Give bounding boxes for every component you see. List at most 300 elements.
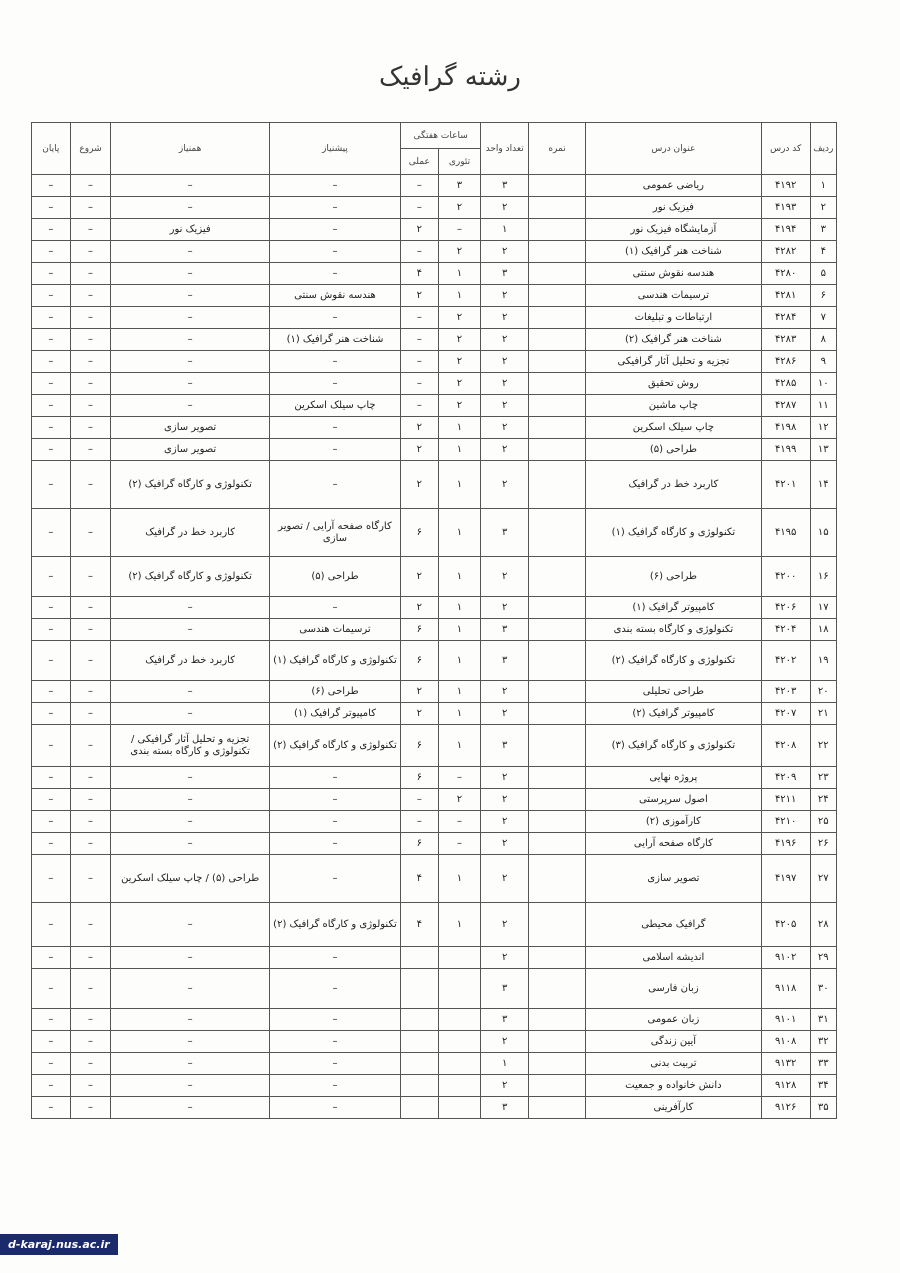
theory-hours-cell: ۱	[438, 703, 481, 725]
start-cell: –	[70, 681, 111, 703]
start-cell: –	[70, 263, 111, 285]
course-title-cell: روش تحقیق	[585, 373, 761, 395]
table-row	[32, 439, 837, 461]
corequisite-cell: –	[111, 175, 270, 197]
corequisite-cell: –	[111, 833, 270, 855]
row-number-cell: ۳۱	[810, 1009, 836, 1031]
practical-hours-cell	[401, 947, 439, 969]
course-title-cell: ارتباطات و تبلیغات	[585, 307, 761, 329]
row-number-cell: ۷	[810, 307, 836, 329]
course-title-cell: هندسه نقوش سنتی	[585, 263, 761, 285]
units-cell: ۲	[481, 241, 529, 263]
theory-hours-cell: ۲	[438, 351, 481, 373]
units-cell: ۲	[481, 811, 529, 833]
course-table	[31, 122, 837, 1119]
corequisite-cell: تکنولوژی و کارگاه گرافیک (۲)	[111, 557, 270, 597]
corequisite-cell: تصویر سازی	[111, 439, 270, 461]
prerequisite-cell: ترسیمات هندسی	[269, 619, 400, 641]
end-cell: –	[32, 285, 71, 307]
grade-cell	[529, 241, 586, 263]
course-title-cell: تصویر سازی	[585, 855, 761, 903]
prerequisite-cell: –	[269, 947, 400, 969]
course-code-cell: ۴۲۰۰	[761, 557, 810, 597]
table-row	[32, 767, 837, 789]
table-row	[32, 351, 837, 373]
theory-hours-cell: –	[438, 767, 481, 789]
course-title-cell: تکنولوژی و کارگاه گرافیک (۲)	[585, 641, 761, 681]
course-title-cell: شناخت هنر گرافیک (۲)	[585, 329, 761, 351]
start-cell: –	[70, 329, 111, 351]
row-number-cell: ۳۵	[810, 1097, 836, 1119]
units-cell: ۲	[481, 307, 529, 329]
row-number-cell: ۶	[810, 285, 836, 307]
end-cell: –	[32, 197, 71, 219]
start-cell: –	[70, 1009, 111, 1031]
corequisite-cell: –	[111, 373, 270, 395]
table-row	[32, 725, 837, 767]
start-cell: –	[70, 241, 111, 263]
header-end: پایان	[32, 123, 71, 175]
course-code-cell: ۴۲۸۱	[761, 285, 810, 307]
grade-cell	[529, 417, 586, 439]
row-number-cell: ۹	[810, 351, 836, 373]
theory-hours-cell: ۲	[438, 307, 481, 329]
end-cell: –	[32, 395, 71, 417]
theory-hours-cell: ۱	[438, 461, 481, 509]
practical-hours-cell: ۲	[401, 597, 439, 619]
row-number-cell: ۱۵	[810, 509, 836, 557]
course-code-cell: ۴۱۹۹	[761, 439, 810, 461]
corequisite-cell: طراحی (۵) / چاپ سیلک اسکرین	[111, 855, 270, 903]
table-row	[32, 219, 837, 241]
table-row	[32, 1097, 837, 1119]
corequisite-cell: تکنولوژی و کارگاه گرافیک (۲)	[111, 461, 270, 509]
units-cell: ۲	[481, 557, 529, 597]
row-number-cell: ۳	[810, 219, 836, 241]
prerequisite-cell: کامپیوتر گرافیک (۱)	[269, 703, 400, 725]
row-number-cell: ۸	[810, 329, 836, 351]
course-code-cell: ۴۱۹۸	[761, 417, 810, 439]
practical-hours-cell: ۴	[401, 855, 439, 903]
theory-hours-cell: ۱	[438, 855, 481, 903]
table-row	[32, 855, 837, 903]
theory-hours-cell: ۲	[438, 789, 481, 811]
course-title-cell: چاپ سیلک اسکرین	[585, 417, 761, 439]
table-row	[32, 1053, 837, 1075]
course-title-cell: کارآموزی (۲)	[585, 811, 761, 833]
grade-cell	[529, 703, 586, 725]
practical-hours-cell: –	[401, 197, 439, 219]
end-cell: –	[32, 681, 71, 703]
practical-hours-cell: –	[401, 175, 439, 197]
course-code-cell: ۴۲۸۳	[761, 329, 810, 351]
theory-hours-cell: –	[438, 833, 481, 855]
end-cell: –	[32, 855, 71, 903]
table-row	[32, 263, 837, 285]
corequisite-cell: –	[111, 1053, 270, 1075]
course-code-cell: ۹۱۳۲	[761, 1053, 810, 1075]
course-code-cell: ۴۲۸۷	[761, 395, 810, 417]
corequisite-cell: –	[111, 619, 270, 641]
prerequisite-cell: –	[269, 373, 400, 395]
end-cell: –	[32, 947, 71, 969]
table-row	[32, 811, 837, 833]
practical-hours-cell	[401, 1075, 439, 1097]
prerequisite-cell: –	[269, 1031, 400, 1053]
row-number-cell: ۲۰	[810, 681, 836, 703]
course-title-cell: تجزیه و تحلیل آثار گرافیکی	[585, 351, 761, 373]
units-cell: ۲	[481, 439, 529, 461]
table-row	[32, 557, 837, 597]
table-row	[32, 789, 837, 811]
course-code-cell: ۴۱۹۳	[761, 197, 810, 219]
course-title-cell: طراحی (۶)	[585, 557, 761, 597]
practical-hours-cell: ۲	[401, 439, 439, 461]
end-cell: –	[32, 1075, 71, 1097]
practical-hours-cell: –	[401, 307, 439, 329]
table-row	[32, 1075, 837, 1097]
end-cell: –	[32, 1031, 71, 1053]
start-cell: –	[70, 597, 111, 619]
practical-hours-cell: –	[401, 395, 439, 417]
table-row	[32, 597, 837, 619]
table-row	[32, 641, 837, 681]
prerequisite-cell: –	[269, 197, 400, 219]
theory-hours-cell: ۱	[438, 285, 481, 307]
table-row	[32, 373, 837, 395]
course-code-cell: ۹۱۲۸	[761, 1075, 810, 1097]
prerequisite-cell: –	[269, 461, 400, 509]
row-number-cell: ۲۹	[810, 947, 836, 969]
row-number-cell: ۵	[810, 263, 836, 285]
table-row	[32, 285, 837, 307]
start-cell: –	[70, 175, 111, 197]
start-cell: –	[70, 1097, 111, 1119]
course-code-cell: ۴۲۰۷	[761, 703, 810, 725]
grade-cell	[529, 969, 586, 1009]
corequisite-cell: –	[111, 703, 270, 725]
practical-hours-cell: ۲	[401, 703, 439, 725]
end-cell: –	[32, 351, 71, 373]
end-cell: –	[32, 557, 71, 597]
start-cell: –	[70, 725, 111, 767]
course-code-cell: ۴۲۸۰	[761, 263, 810, 285]
header-course-title: عنوان درس	[585, 123, 761, 175]
course-code-cell: ۴۲۸۵	[761, 373, 810, 395]
header-units: تعداد واحد	[481, 123, 529, 175]
units-cell: ۳	[481, 619, 529, 641]
grade-cell	[529, 509, 586, 557]
table-row	[32, 241, 837, 263]
course-code-cell: ۴۲۱۱	[761, 789, 810, 811]
prerequisite-cell: –	[269, 241, 400, 263]
corequisite-cell: کاربرد خط در گرافیک	[111, 509, 270, 557]
prerequisite-cell: –	[269, 811, 400, 833]
course-code-cell: ۹۱۱۸	[761, 969, 810, 1009]
corequisite-cell: –	[111, 969, 270, 1009]
grade-cell	[529, 1097, 586, 1119]
theory-hours-cell	[438, 1053, 481, 1075]
theory-hours-cell: ۱	[438, 725, 481, 767]
corequisite-cell: –	[111, 351, 270, 373]
end-cell: –	[32, 619, 71, 641]
practical-hours-cell	[401, 1009, 439, 1031]
start-cell: –	[70, 197, 111, 219]
corequisite-cell: –	[111, 597, 270, 619]
start-cell: –	[70, 219, 111, 241]
theory-hours-cell: ۳	[438, 175, 481, 197]
practical-hours-cell	[401, 1031, 439, 1053]
corequisite-cell: –	[111, 197, 270, 219]
units-cell: ۲	[481, 197, 529, 219]
end-cell: –	[32, 767, 71, 789]
units-cell: ۳	[481, 175, 529, 197]
start-cell: –	[70, 703, 111, 725]
prerequisite-cell: طراحی (۶)	[269, 681, 400, 703]
units-cell: ۲	[481, 285, 529, 307]
grade-cell	[529, 811, 586, 833]
corequisite-cell: –	[111, 811, 270, 833]
course-code-cell: ۴۲۸۲	[761, 241, 810, 263]
course-code-cell: ۴۱۹۶	[761, 833, 810, 855]
start-cell: –	[70, 641, 111, 681]
row-number-cell: ۱۳	[810, 439, 836, 461]
prerequisite-cell: –	[269, 351, 400, 373]
units-cell: ۳	[481, 969, 529, 1009]
practical-hours-cell: ۶	[401, 833, 439, 855]
grade-cell	[529, 947, 586, 969]
course-title-cell: زبان فارسی	[585, 969, 761, 1009]
course-title-cell: تکنولوژی و کارگاه بسته بندی	[585, 619, 761, 641]
theory-hours-cell: –	[438, 811, 481, 833]
grade-cell	[529, 461, 586, 509]
table-row	[32, 461, 837, 509]
course-title-cell: پروژه نهایی	[585, 767, 761, 789]
prerequisite-cell: –	[269, 175, 400, 197]
prerequisite-cell: –	[269, 439, 400, 461]
start-cell: –	[70, 1031, 111, 1053]
grade-cell	[529, 597, 586, 619]
prerequisite-cell: –	[269, 1009, 400, 1031]
corequisite-cell: –	[111, 947, 270, 969]
start-cell: –	[70, 395, 111, 417]
practical-hours-cell	[401, 1053, 439, 1075]
practical-hours-cell: ۲	[401, 557, 439, 597]
corequisite-cell: –	[111, 395, 270, 417]
course-title-cell: ترسیمات هندسی	[585, 285, 761, 307]
theory-hours-cell: ۲	[438, 373, 481, 395]
corequisite-cell: –	[111, 241, 270, 263]
row-number-cell: ۲۲	[810, 725, 836, 767]
units-cell: ۲	[481, 855, 529, 903]
course-title-cell: تکنولوژی و کارگاه گرافیک (۳)	[585, 725, 761, 767]
end-cell: –	[32, 969, 71, 1009]
start-cell: –	[70, 351, 111, 373]
prerequisite-cell: –	[269, 1097, 400, 1119]
end-cell: –	[32, 263, 71, 285]
corequisite-cell: –	[111, 681, 270, 703]
end-cell: –	[32, 241, 71, 263]
table-row	[32, 395, 837, 417]
practical-hours-cell: –	[401, 241, 439, 263]
practical-hours-cell: –	[401, 789, 439, 811]
end-cell: –	[32, 1009, 71, 1031]
theory-hours-cell: ۱	[438, 597, 481, 619]
grade-cell	[529, 681, 586, 703]
course-code-cell: ۴۲۰۴	[761, 619, 810, 641]
end-cell: –	[32, 725, 71, 767]
theory-hours-cell: ۲	[438, 197, 481, 219]
header-corequisite: همنیاز	[111, 123, 270, 175]
corequisite-cell: –	[111, 1075, 270, 1097]
corequisite-cell: –	[111, 767, 270, 789]
corequisite-cell: –	[111, 903, 270, 947]
course-title-cell: زبان عمومی	[585, 1009, 761, 1031]
prerequisite-cell: –	[269, 219, 400, 241]
theory-hours-cell: ۲	[438, 329, 481, 351]
start-cell: –	[70, 285, 111, 307]
table-row	[32, 969, 837, 1009]
course-title-cell: شناخت هنر گرافیک (۱)	[585, 241, 761, 263]
course-code-cell: ۴۲۸۶	[761, 351, 810, 373]
course-title-cell: کارگاه صفحه آرایی	[585, 833, 761, 855]
units-cell: ۲	[481, 767, 529, 789]
theory-hours-cell	[438, 1031, 481, 1053]
table-row	[32, 947, 837, 969]
start-cell: –	[70, 833, 111, 855]
row-number-cell: ۲۱	[810, 703, 836, 725]
units-cell: ۳	[481, 725, 529, 767]
theory-hours-cell: ۱	[438, 681, 481, 703]
table-row	[32, 307, 837, 329]
prerequisite-cell: کارگاه صفحه آرایی / تصویر سازی	[269, 509, 400, 557]
end-cell: –	[32, 509, 71, 557]
corequisite-cell: تجزیه و تحلیل آثار گرافیکی / تکنولوژی و کارگاه بسته بندی	[111, 725, 270, 767]
corequisite-cell: –	[111, 1031, 270, 1053]
start-cell: –	[70, 1053, 111, 1075]
course-code-cell: ۴۲۰۲	[761, 641, 810, 681]
end-cell: –	[32, 833, 71, 855]
grade-cell	[529, 1053, 586, 1075]
practical-hours-cell: ۲	[401, 417, 439, 439]
table-row	[32, 619, 837, 641]
course-title-cell: کامپیوتر گرافیک (۲)	[585, 703, 761, 725]
start-cell: –	[70, 1075, 111, 1097]
table-row	[32, 903, 837, 947]
prerequisite-cell: طراحی (۵)	[269, 557, 400, 597]
units-cell: ۳	[481, 1009, 529, 1031]
table-row	[32, 703, 837, 725]
start-cell: –	[70, 417, 111, 439]
grade-cell	[529, 1031, 586, 1053]
table-row	[32, 417, 837, 439]
theory-hours-cell: ۱	[438, 509, 481, 557]
start-cell: –	[70, 969, 111, 1009]
grade-cell	[529, 767, 586, 789]
course-code-cell: ۴۱۹۲	[761, 175, 810, 197]
theory-hours-cell: ۱	[438, 417, 481, 439]
site-badge: d-karaj.nus.ac.ir	[0, 1234, 118, 1255]
units-cell: ۲	[481, 373, 529, 395]
course-title-cell: اندیشه اسلامی	[585, 947, 761, 969]
grade-cell	[529, 395, 586, 417]
end-cell: –	[32, 597, 71, 619]
theory-hours-cell: ۱	[438, 641, 481, 681]
prerequisite-cell: تکنولوژی و کارگاه گرافیک (۱)	[269, 641, 400, 681]
grade-cell	[529, 197, 586, 219]
end-cell: –	[32, 641, 71, 681]
prerequisite-cell: –	[269, 1053, 400, 1075]
practical-hours-cell: –	[401, 351, 439, 373]
grade-cell	[529, 307, 586, 329]
header-weekly-hours: ساعات هفتگی	[401, 123, 481, 149]
prerequisite-cell: –	[269, 263, 400, 285]
practical-hours-cell: –	[401, 329, 439, 351]
end-cell: –	[32, 1097, 71, 1119]
start-cell: –	[70, 461, 111, 509]
grade-cell	[529, 833, 586, 855]
row-number-cell: ۲۳	[810, 767, 836, 789]
course-title-cell: کاربرد خط در گرافیک	[585, 461, 761, 509]
practical-hours-cell: ۲	[401, 681, 439, 703]
course-code-cell: ۴۱۹۴	[761, 219, 810, 241]
theory-hours-cell	[438, 1009, 481, 1031]
corequisite-cell: –	[111, 1009, 270, 1031]
start-cell: –	[70, 373, 111, 395]
row-number-cell: ۲۶	[810, 833, 836, 855]
course-code-cell: ۴۲۰۳	[761, 681, 810, 703]
corequisite-cell: –	[111, 1097, 270, 1119]
prerequisite-cell: –	[269, 833, 400, 855]
course-title-cell: گرافیک محیطی	[585, 903, 761, 947]
row-number-cell: ۴	[810, 241, 836, 263]
theory-hours-cell	[438, 1075, 481, 1097]
header-course-code: کد درس	[761, 123, 810, 175]
course-code-cell: ۴۲۰۵	[761, 903, 810, 947]
row-number-cell: ۱۴	[810, 461, 836, 509]
prerequisite-cell: –	[269, 417, 400, 439]
grade-cell	[529, 373, 586, 395]
course-code-cell: ۹۱۲۶	[761, 1097, 810, 1119]
units-cell: ۲	[481, 703, 529, 725]
table-row	[32, 509, 837, 557]
grade-cell	[529, 329, 586, 351]
start-cell: –	[70, 557, 111, 597]
table-row	[32, 681, 837, 703]
course-code-cell: ۴۲۰۹	[761, 767, 810, 789]
end-cell: –	[32, 307, 71, 329]
grade-cell	[529, 855, 586, 903]
row-number-cell: ۳۲	[810, 1031, 836, 1053]
course-title-cell: تکنولوژی و کارگاه گرافیک (۱)	[585, 509, 761, 557]
row-number-cell: ۱۶	[810, 557, 836, 597]
corequisite-cell: –	[111, 263, 270, 285]
start-cell: –	[70, 789, 111, 811]
prerequisite-cell: –	[269, 789, 400, 811]
course-title-cell: ریاضی عمومی	[585, 175, 761, 197]
row-number-cell: ۱۸	[810, 619, 836, 641]
units-cell: ۲	[481, 947, 529, 969]
practical-hours-cell: ۶	[401, 767, 439, 789]
start-cell: –	[70, 307, 111, 329]
end-cell: –	[32, 329, 71, 351]
practical-hours-cell: ۶	[401, 509, 439, 557]
table-header	[32, 123, 837, 175]
prerequisite-cell: –	[269, 855, 400, 903]
row-number-cell: ۳۳	[810, 1053, 836, 1075]
practical-hours-cell: ۲	[401, 285, 439, 307]
course-code-cell: ۴۱۹۵	[761, 509, 810, 557]
